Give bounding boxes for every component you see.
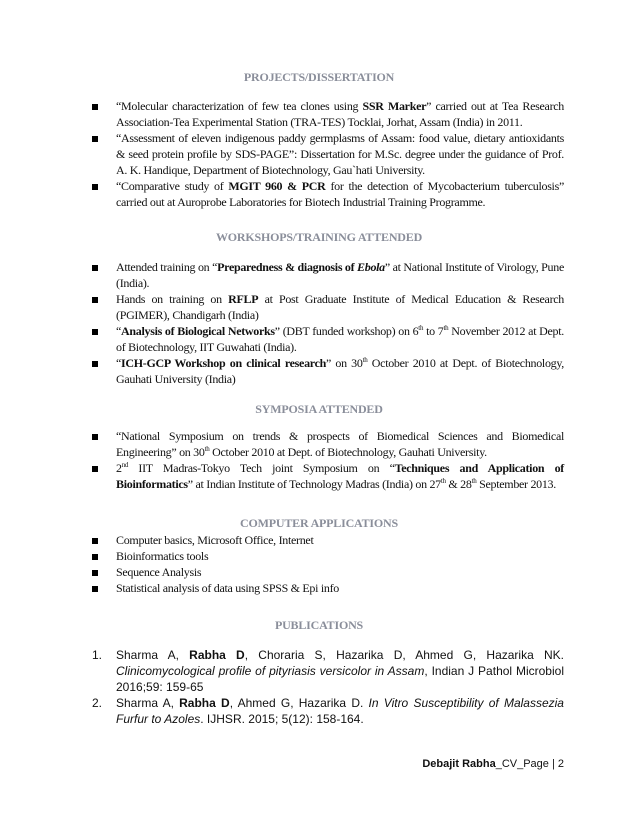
bullet-icon <box>92 136 98 142</box>
bullet-icon <box>92 434 98 440</box>
workshop-item: Attended training on “Preparedness & diagnosis of Ebola” at National Institute of Virology, Pune (India). <box>116 260 564 290</box>
symposium-item: 2nd IIT Madras-Tokyo Tech joint Symposium on “Techniques and Application of Bioinformatics” at Indian Institute of Technology Madras (India) on 27th & 28th September 2013. <box>116 461 564 491</box>
publication-number: 1. <box>92 648 103 662</box>
publication-item: Sharma A, Rabha D, Choraria S, Hazarika D, Ahmed G, Hazarika NK. Clinicomycological profile of pityriasis versicolor in Assam, Indian J Pathol Microbiol 2016;59: 159-65 <box>116 648 564 694</box>
bullet-icon <box>92 466 98 472</box>
publications-heading: PUBLICATIONS <box>274 618 364 632</box>
project-item: “Comparative study of MGIT 960 & PCR for the detection of Mycobacterium tuberculosis” carried out at Auroprobe Laboratories for Biotech Industrial Training Programme. <box>116 179 564 209</box>
projects-heading: PROJECTS/DISSERTATION <box>243 70 395 84</box>
bullet-icon <box>92 104 98 110</box>
bullet-icon <box>92 265 98 271</box>
workshop-item: “Analysis of Biological Networks” (DBT funded workshop) on 6th to 7th November 2012 at Dept. of Biotechnology, IIT Guwahati (India). <box>116 324 564 354</box>
computer-item: Sequence Analysis <box>116 565 202 579</box>
symposia-heading: SYMPOSIA ATTENDED <box>255 402 383 416</box>
bullet-icon <box>92 570 98 576</box>
project-item: “Molecular characterization of few tea clones using SSR Marker” carried out at Tea Research Association-Tea Experimental Station (TRA-TES) Tocklai, Jorhat, Assam (India) in 2011. <box>116 99 564 129</box>
publication-number: 2. <box>92 696 103 710</box>
bullet-icon <box>92 586 98 592</box>
computer-item: Computer basics, Microsoft Office, Internet <box>116 533 314 547</box>
computer-item: Statistical analysis of data using SPSS & Epi info <box>116 581 339 595</box>
bullet-icon <box>92 554 98 560</box>
bullet-icon <box>92 297 98 303</box>
workshops-heading: WORKSHOPS/TRAINING ATTENDED <box>215 230 423 244</box>
project-item: “Assessment of eleven indigenous paddy germplasms of Assam: food value, dietary antioxidants & seed protein profile by SDS-PAGE”: Dissertation for M.Sc. degree under the guidance of Prof. A. K. Handique, Department of Biotechnology, Gau`hati University. <box>116 131 564 177</box>
computer-heading: COMPUTER APPLICATIONS <box>240 516 398 530</box>
symposium-item: “National Symposium on trends & prospects of Biomedical Sciences and Biomedical Engineering” on 30th October 2010 at Dept. of Biotechnology, Gauhati University. <box>116 429 564 459</box>
bullet-icon <box>92 538 98 544</box>
bullet-icon <box>92 184 98 190</box>
workshop-item: Hands on training on RFLP at Post Graduate Institute of Medical Education & Research (PGIMER), Chandigarh (India) <box>116 292 565 322</box>
bullet-icon <box>92 329 98 335</box>
workshop-item: “ICH-GCP Workshop on clinical research” on 30th October 2010 at Dept. of Biotechnology, Gauhati University (India) <box>116 356 564 386</box>
bullet-icon <box>92 361 98 367</box>
publication-item: Sharma A, Rabha D, Ahmed G, Hazarika D. In Vitro Susceptibility of Malassezia Furfur to Azoles. IJHSR. 2015; 5(12): 158-164. <box>116 696 564 726</box>
computer-item: Bioinformatics tools <box>116 549 209 563</box>
page-footer: Debajit Rabha_CV_Page | 2 <box>422 758 564 770</box>
